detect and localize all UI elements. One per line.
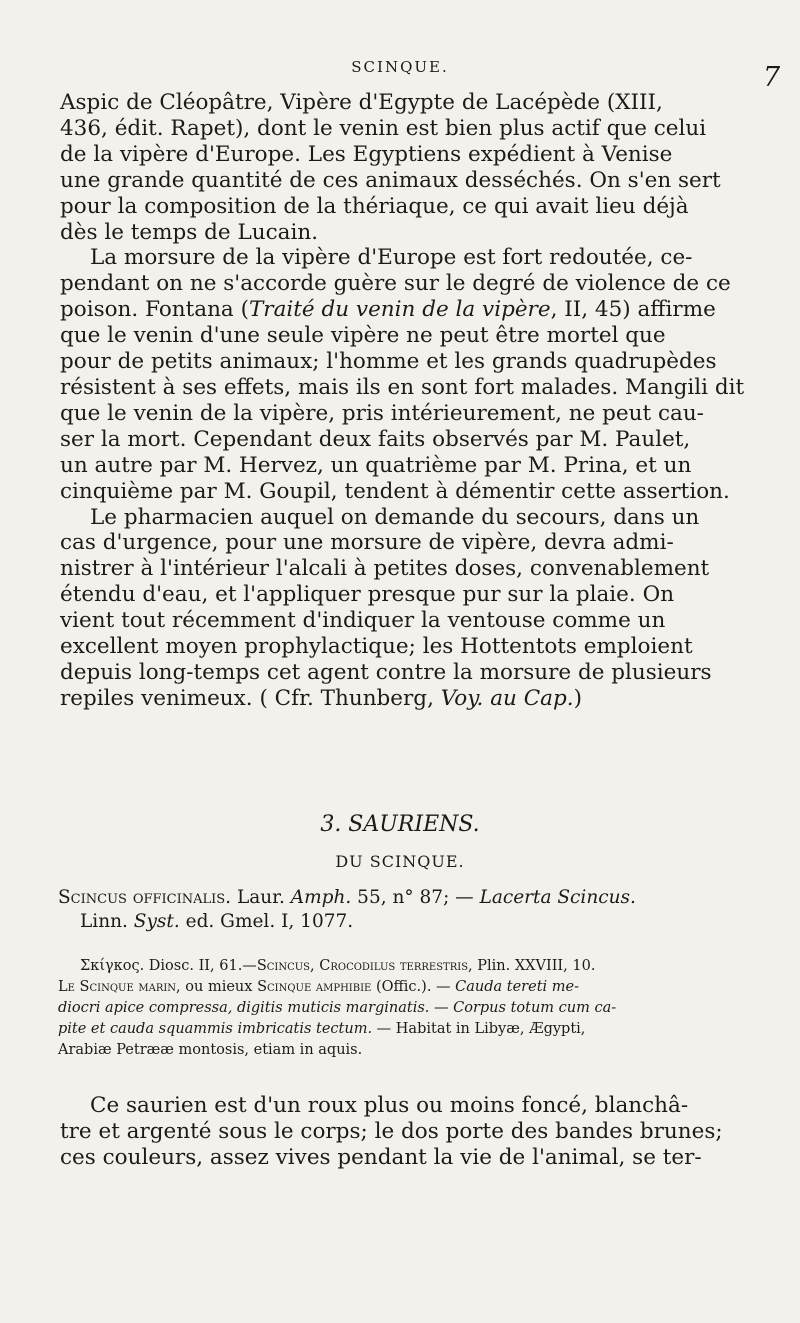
- note-line: diocri apice compressa, digitis muticis marginatis. — Corpus totum cum ca-: [58, 1000, 617, 1016]
- text-line: dès le temps de Lucain.: [60, 219, 319, 245]
- note-line: Σκίγκος. Diosc. II, 61.—Scincus, Crocodilus terrestris, Plin. XXVIII, 10.: [80, 958, 596, 974]
- text-line: pour de petits animaux; l'homme et les grands quadrupèdes: [60, 349, 717, 375]
- text-line: ces couleurs, assez vives pendant la vie de l'animal, se ter-: [60, 1144, 702, 1170]
- text-line: excellent moyen prophylactique; les Hottentots emploient: [60, 634, 693, 660]
- text-line: La morsure de la vipère d'Europe est fort redoutée, ce-: [90, 245, 693, 271]
- text-line: une grande quantité de ces animaux desséchés. On s'en sert: [60, 167, 721, 193]
- sub-heading: DU SCINQUE.: [335, 852, 465, 871]
- text-line: de la vipère d'Europe. Les Egyptiens expédient à Venise: [60, 141, 673, 167]
- text-line: que le venin d'une seule vipère ne peut être mortel que: [60, 323, 666, 349]
- text-line: vient tout récemment d'indiquer la ventouse comme un: [60, 608, 666, 634]
- main-text: [60, 90, 745, 712]
- synonymy-line: Linn. Syst. ed. Gmel. I, 1077.: [80, 911, 354, 932]
- final-paragraph: [60, 1093, 723, 1171]
- section-heading: 3. SAURIENS.: [320, 812, 480, 837]
- text-line: repiles venimeux. ( Cfr. Thunberg, Voy. au Cap.): [60, 685, 582, 711]
- synonymy-block: [58, 886, 718, 934]
- text-line: résistent à ses effets, mais ils en sont fort malades. Mangili dit: [60, 374, 745, 400]
- note-line: Arabiæ Petrææ montosis, etiam in aquis.: [58, 1042, 363, 1058]
- text-line: tre et argenté sous le corps; le dos porte des bandes brunes;: [60, 1118, 723, 1144]
- text-line: 436, édit. Rapet), dont le venin est bien plus actif que celui: [60, 115, 707, 141]
- text-line: nistrer à l'intérieur l'alcali à petites doses, convenablement: [60, 556, 710, 582]
- text-line: ser la mort. Cependant deux faits observés par M. Paulet,: [60, 426, 691, 452]
- text-line: que le venin de la vipère, pris intérieurement, ne peut cau-: [60, 400, 704, 426]
- text-line: Aspic de Cléopâtre, Vipère d'Egypte de Lacépède (XIII,: [60, 90, 663, 115]
- text-line: Le pharmacien auquel on demande du secours, dans un: [90, 504, 700, 530]
- synonymy-line: Scincus officinalis. Laur. Amph. 55, n° 87; — Lacerta Scincus.: [58, 887, 636, 908]
- text-line: Ce saurien est d'un roux plus ou moins foncé, blanchâ-: [90, 1093, 689, 1118]
- text-line: un autre par M. Hervez, un quatrième par M. Prina, et un: [60, 452, 692, 478]
- text-line: poison. Fontana (Traité du venin de la vipère, II, 45) affirme: [60, 297, 716, 323]
- note-line: Le Scinque marin, ou mieux Scinque amphibie (Offic.). — Cauda tereti me-: [58, 979, 579, 995]
- citation-title: Voy. au Cap.: [440, 685, 574, 711]
- note-line: pite et cauda squammis imbricatis tectum. — Habitat in Libyæ, Ægypti,: [58, 1021, 586, 1037]
- text-line: pour la composition de la thériaque, ce qui avait lieu déjà: [60, 193, 689, 219]
- page-number: 7: [763, 62, 781, 93]
- text-line: étendu d'eau, et l'appliquer presque pur sur la plaie. On: [60, 582, 675, 608]
- text-line: pendant on ne s'accorde guère sur le degré de violence de ce: [60, 271, 731, 297]
- text-line: cas d'urgence, pour une morsure de vipère, devra admi-: [60, 530, 674, 556]
- text-line: depuis long-temps cet agent contre la morsure de plusieurs: [60, 659, 712, 685]
- running-head: SCINQUE.: [351, 58, 449, 76]
- citation-title: Traité du venin de la vipère: [248, 297, 551, 323]
- text-line: cinquième par M. Goupil, tendent à démentir cette assertion.: [60, 478, 730, 504]
- notes-block: [58, 956, 718, 1061]
